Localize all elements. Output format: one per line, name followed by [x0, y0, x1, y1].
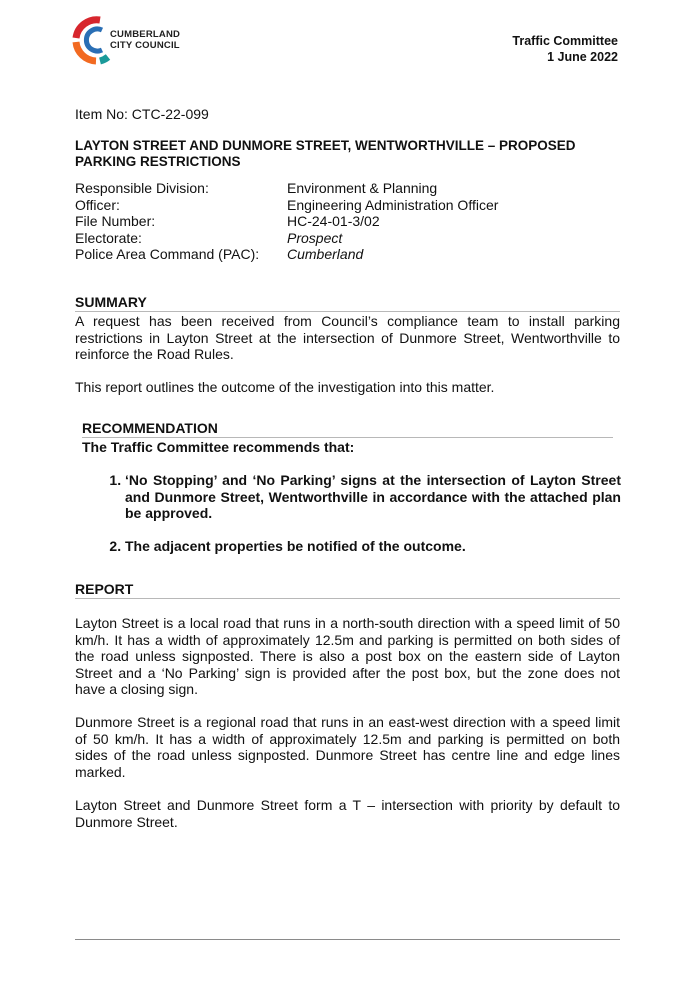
report-paragraph-dunmore: Dunmore Street is a regional road that runs in an east-west direction with a speed limit of 50 km/h. It has a width of approximately 12.5m and parking is permitted on both sides of the road unless signposted. Dunmore Street has centre line and edge lines marked.: [75, 714, 620, 780]
recommendation-intro: The Traffic Committee recommends that:: [82, 439, 355, 455]
summary-heading: SUMMARY: [75, 294, 620, 312]
report-metadata: [75, 180, 498, 263]
item-number: Item No: CTC-22-099: [75, 106, 209, 122]
meeting-date: 1 June 2022: [547, 50, 618, 64]
report-title: LAYTON STREET AND DUNMORE STREET, WENTWORTHVILLE – PROPOSED PARKING RESTRICTIONS: [75, 138, 576, 169]
logo-wordmark: CUMBERLAND CITY COUNCIL: [110, 29, 181, 51]
report-paragraph-layton: Layton Street is a local road that runs in a north-south direction with a speed limit of 50 km/h. It has a width of approximately 12.5m and parking is permitted on both sides of the road unless signposted. There is also a post box on the eastern side of Layton Street and a ‘No Parking’ sign is provided after the post box, but the zone does not have a closing sign.: [75, 615, 620, 697]
meta-row-division: Responsible Division: Environment & Planning: [75, 180, 438, 196]
report-heading: REPORT: [75, 581, 620, 599]
report-paragraph-intersection: Layton Street and Dunmore Street form a T – intersection with priority by default to Dunmore Street.: [75, 797, 620, 830]
meta-row-pac: Police Area Command (PAC): Cumberland: [75, 246, 364, 262]
logo-arc-teal: [100, 57, 108, 61]
recommendation-list: [75, 472, 621, 554]
logo-inner-arc: [86, 29, 102, 51]
meta-row-file-number: File Number: HC-24-01-3/02: [75, 213, 380, 229]
footer-divider: [75, 939, 620, 940]
document-header: [512, 33, 618, 65]
recommendation-heading: RECOMMENDATION: [82, 420, 613, 438]
recommendation-item: 1. ‘No Stopping’ and ‘No Parking’ signs at the intersection of Layton Street and Dunmore Street, Wentworthville in accordance with the attached plan be approved.: [125, 472, 621, 522]
meta-row-officer: Officer: Engineering Administration Officer: [75, 196, 499, 213]
committee-name: Traffic Committee: [512, 34, 618, 48]
recommendation-item: 2. The adjacent properties be notified of the outcome.: [125, 538, 621, 555]
meta-row-electorate: Electorate: Prospect: [75, 229, 343, 246]
summary-paragraph: A request has been received from Council’s compliance team to install parking restrictions in Layton Street at the intersection of Dunmore Street, Wentworthville to reinforce the Road Rules.: [75, 313, 620, 362]
summary-outline-paragraph: This report outlines the outcome of the investigation into this matter.: [75, 379, 495, 395]
